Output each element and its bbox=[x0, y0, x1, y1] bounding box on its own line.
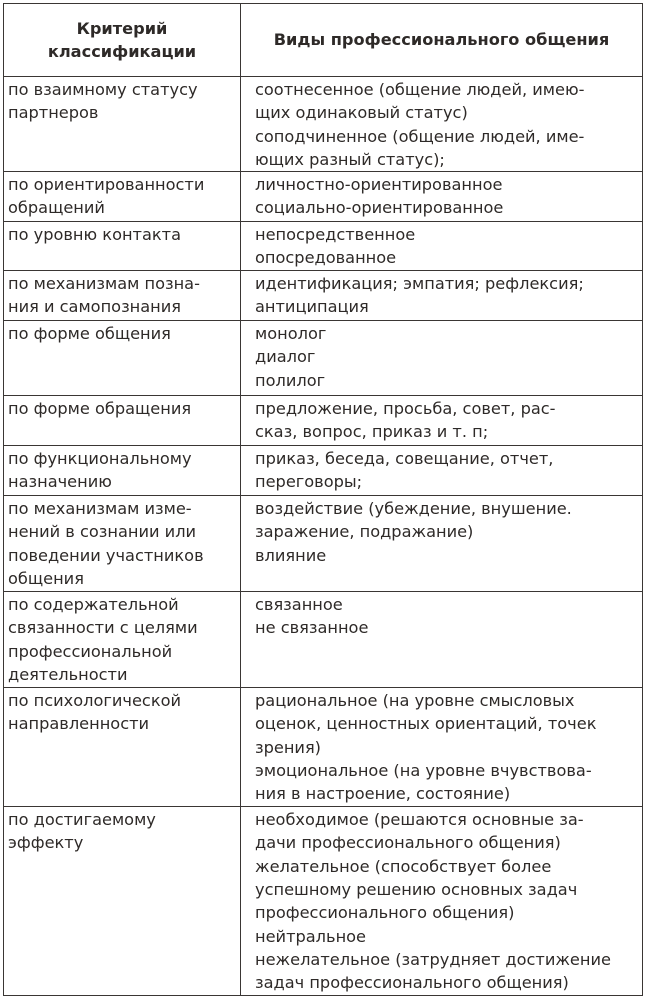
text-line: по достигаемому bbox=[8, 810, 156, 830]
text-line: необходимое (решаются основные за- bbox=[255, 810, 584, 830]
text-line: соотнесенное (общение людей, имею- bbox=[255, 80, 585, 99]
text-line: предложение, просьба, совет, рас- bbox=[255, 399, 556, 419]
types-cell bbox=[241, 396, 643, 446]
text-line: назначению bbox=[8, 472, 112, 492]
text-line: связанности с целями bbox=[8, 618, 198, 638]
text-line: ющих разный статус); bbox=[255, 149, 445, 169]
criterion-cell bbox=[4, 396, 241, 446]
text-line: желательное (способствует более bbox=[255, 856, 552, 876]
table-row bbox=[4, 77, 643, 172]
criterion-cell bbox=[4, 446, 241, 496]
text-line: Виды профессионального общения bbox=[273, 30, 610, 50]
criterion-cell bbox=[4, 321, 241, 396]
text-line: оценок, ценностных ориентаций, точек bbox=[255, 714, 597, 734]
text-line: по функциональному bbox=[8, 449, 192, 469]
text-line: поведении участников bbox=[8, 545, 204, 565]
text-line: влияние bbox=[255, 545, 327, 565]
types-cell bbox=[241, 496, 643, 592]
table-row bbox=[4, 396, 643, 446]
types-cell bbox=[241, 222, 643, 271]
text-line: по механизмам изме- bbox=[8, 499, 192, 519]
text-line: щих одинаковый статус) bbox=[255, 103, 468, 123]
table-header-row bbox=[4, 4, 643, 77]
types-cell bbox=[241, 807, 643, 995]
text-line: по механизмам позна- bbox=[8, 274, 200, 294]
types-cell bbox=[241, 688, 643, 807]
text-line: деятельности bbox=[8, 665, 128, 685]
text-line: монолог bbox=[255, 324, 327, 344]
criterion-cell bbox=[4, 271, 241, 321]
types-cell bbox=[241, 446, 643, 496]
text-line: профессионального общения) bbox=[255, 903, 515, 923]
text-line: полилог bbox=[255, 370, 326, 390]
text-line: приказ, беседа, совещание, отчет, bbox=[255, 449, 554, 469]
text-line: классификации bbox=[47, 42, 197, 61]
criterion-cell bbox=[4, 172, 241, 222]
text-line: по уровню контакта bbox=[8, 225, 182, 245]
text-line: направленности bbox=[8, 714, 150, 734]
types-cell bbox=[241, 321, 643, 396]
text-line: по ориентированности bbox=[8, 175, 205, 195]
text-line: партнеров bbox=[8, 103, 99, 123]
text-line: социально-ориентированное bbox=[255, 198, 504, 218]
text-line: эффекту bbox=[8, 833, 84, 853]
types-cell bbox=[241, 77, 643, 172]
text-line: сказ, вопрос, приказ и т. п; bbox=[255, 422, 489, 442]
text-line: непосредственное bbox=[255, 225, 416, 245]
table-row bbox=[4, 446, 643, 496]
text-line: задач профессионального общения) bbox=[255, 973, 569, 993]
types-cell bbox=[241, 271, 643, 321]
text-line: по психологической bbox=[8, 691, 182, 711]
table-row bbox=[4, 222, 643, 271]
text-line: антиципация bbox=[255, 297, 369, 317]
header-criterion bbox=[4, 4, 241, 77]
text-line: диалог bbox=[255, 347, 316, 367]
header-types bbox=[241, 4, 643, 77]
text-line: по взаимному статусу bbox=[8, 80, 198, 99]
text-line: по форме обращения bbox=[8, 399, 192, 419]
table-row bbox=[4, 496, 643, 592]
text-line: опосредованное bbox=[255, 248, 397, 268]
table-row bbox=[4, 688, 643, 807]
table-row bbox=[4, 172, 643, 222]
types-cell bbox=[241, 592, 643, 688]
classification-table bbox=[3, 3, 643, 996]
text-line: заражение, подражание) bbox=[255, 522, 474, 542]
text-line: соподчиненное (общение людей, име- bbox=[255, 126, 585, 146]
criterion-cell bbox=[4, 807, 241, 995]
text-line: профессиональной bbox=[8, 641, 173, 661]
text-line: общения bbox=[8, 569, 84, 589]
text-line: переговоры; bbox=[255, 472, 363, 492]
criterion-cell bbox=[4, 77, 241, 172]
criterion-cell bbox=[4, 592, 241, 688]
types-cell bbox=[241, 172, 643, 222]
criterion-cell bbox=[4, 222, 241, 271]
criterion-cell bbox=[4, 688, 241, 807]
text-line: воздействие (убеждение, внушение. bbox=[255, 499, 572, 519]
text-line: по форме общения bbox=[8, 324, 171, 344]
text-line: ния и самопознания bbox=[8, 297, 182, 317]
text-line: не связанное bbox=[255, 618, 369, 638]
table-row bbox=[4, 271, 643, 321]
text-line: эмоциональное (на уровне вчувствова- bbox=[255, 761, 592, 781]
text-line: рациональное (на уровне смысловых bbox=[255, 691, 575, 711]
text-line: нейтральное bbox=[255, 926, 367, 946]
text-line: нежелательное (затрудняет достижение bbox=[255, 949, 611, 969]
text-line: идентификация; эмпатия; рефлексия; bbox=[255, 274, 584, 294]
text-line: ния в настроение, состояние) bbox=[255, 784, 511, 804]
text-line: дачи профессионального общения) bbox=[255, 833, 561, 853]
text-line: обращений bbox=[8, 198, 105, 218]
table-row bbox=[4, 592, 643, 688]
text-line: успешному решению основных задач bbox=[255, 880, 578, 900]
table-row bbox=[4, 807, 643, 995]
text-line: связанное bbox=[255, 595, 343, 615]
text-line: нений в сознании или bbox=[8, 522, 197, 542]
text-line: зрения) bbox=[255, 737, 321, 757]
table-row bbox=[4, 321, 643, 396]
text-line: по содержательной bbox=[8, 595, 179, 615]
text-line: личностно-ориентированное bbox=[255, 175, 503, 195]
criterion-cell bbox=[4, 496, 241, 592]
text-line: Критерий bbox=[76, 18, 168, 38]
